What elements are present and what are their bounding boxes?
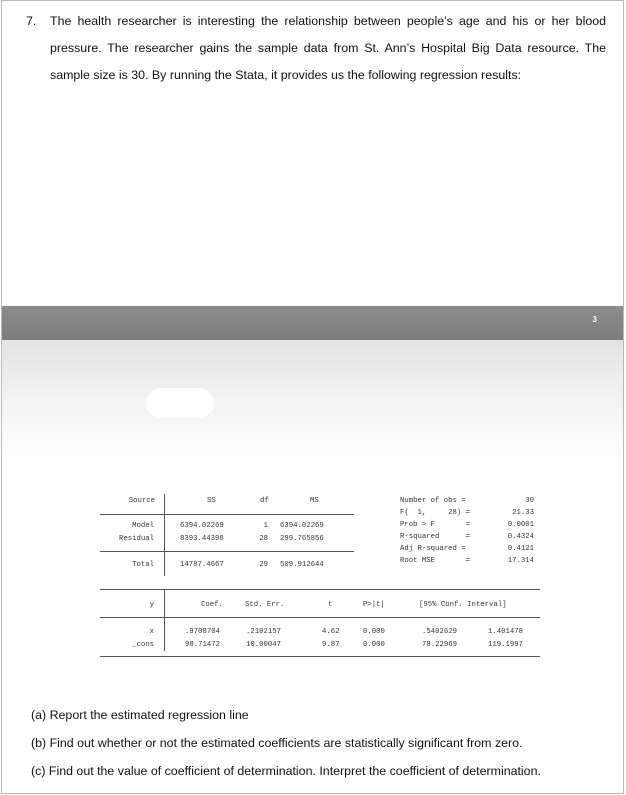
nobs-value: 30 bbox=[525, 497, 534, 505]
header-ss: SS bbox=[207, 497, 216, 505]
x-ci-high: 1.401478 bbox=[488, 628, 524, 636]
total-ss: 14787.4667 bbox=[180, 561, 224, 569]
total-label: Total bbox=[132, 561, 154, 569]
x-ci-low: .5402629 bbox=[422, 628, 458, 636]
cons-coef: 98.71472 bbox=[185, 641, 221, 649]
probf-value: 0.0001 bbox=[507, 521, 534, 529]
x-p: 0.000 bbox=[363, 628, 385, 636]
anova-rule-2 bbox=[100, 551, 354, 552]
x-t: 4.62 bbox=[322, 628, 340, 636]
part-c: (c) Find out the value of coefficient of determination. Interpret the coefficient of determination. bbox=[31, 764, 541, 778]
cons-t: 9.87 bbox=[322, 641, 340, 649]
x-coef: .9708704 bbox=[185, 628, 221, 636]
residual-label: Residual bbox=[118, 535, 154, 543]
part-a: (a) Report the estimated regression line bbox=[31, 708, 249, 722]
x-label: x bbox=[149, 628, 154, 636]
adjr2-label: Adj R-squared = bbox=[400, 545, 466, 553]
cons-se: 10.00047 bbox=[246, 641, 282, 649]
model-label: Model bbox=[132, 522, 154, 530]
residual-ms: 299.765856 bbox=[280, 535, 324, 543]
f-label: F( 1, 28) = bbox=[400, 509, 471, 517]
nobs-label: Number of obs = bbox=[400, 497, 466, 505]
anova-rule-1 bbox=[100, 514, 354, 515]
cons-label: _cons bbox=[132, 641, 154, 649]
part-b: (b) Find out whether or not the estimated coefficients are statistically significant from zero. bbox=[31, 736, 523, 750]
total-ms: 509.912644 bbox=[280, 561, 324, 569]
coef-header-coef: Coef. bbox=[201, 601, 223, 609]
header-df: df bbox=[260, 497, 269, 505]
header-source: Source bbox=[128, 497, 155, 505]
total-df: 29 bbox=[259, 561, 268, 569]
adjr2-value: 0.4121 bbox=[507, 545, 534, 553]
header-ms: MS bbox=[310, 497, 319, 505]
redacted-blob bbox=[146, 388, 214, 418]
coef-header-t: t bbox=[328, 601, 333, 609]
coef-header-ci: [95% Conf. Interval] bbox=[419, 601, 507, 609]
anova-vertical-rule bbox=[164, 494, 165, 576]
cons-ci-high: 119.1997 bbox=[488, 641, 524, 649]
r2-label: R-squared = bbox=[400, 533, 471, 541]
question-parts bbox=[31, 701, 541, 785]
page-number: 3 bbox=[592, 315, 597, 324]
question-7 bbox=[26, 8, 606, 89]
model-df: 1 bbox=[263, 522, 268, 530]
cons-ci-low: 78.22969 bbox=[422, 641, 458, 649]
coef-vertical-rule bbox=[164, 589, 165, 651]
rmse-value: 17.314 bbox=[507, 557, 534, 565]
cons-p: 0.000 bbox=[363, 641, 385, 649]
coef-rule-bottom bbox=[100, 656, 540, 657]
residual-ss: 8393.44398 bbox=[180, 535, 224, 543]
coef-header-p: P>|t| bbox=[363, 601, 385, 609]
coef-header-se: Std. Err. bbox=[245, 601, 285, 609]
model-ss: 6394.02269 bbox=[180, 522, 224, 530]
coef-header-dep: y bbox=[149, 601, 154, 609]
residual-df: 28 bbox=[259, 535, 268, 543]
question-number: 7. bbox=[26, 14, 37, 28]
x-se: .2102157 bbox=[246, 628, 282, 636]
page-separator-bar bbox=[2, 306, 623, 340]
r2-value: 0.4324 bbox=[507, 533, 534, 541]
question-text: The health researcher is interesting the relationship between people’s age and his or her blood pressure. The researcher gains the sample data from St. Ann’s Hospital Big Data resource. The sample size is 30. By running the Stata, it provides us the following regression results: bbox=[50, 14, 606, 82]
model-ms: 6394.02269 bbox=[280, 522, 324, 530]
f-value: 21.33 bbox=[512, 509, 534, 517]
page-top-band bbox=[2, 340, 623, 460]
rmse-label: Root MSE = bbox=[400, 557, 471, 565]
coef-rule-mid bbox=[100, 617, 540, 618]
probf-label: Prob > F = bbox=[400, 521, 471, 529]
coef-rule-top bbox=[100, 589, 540, 590]
